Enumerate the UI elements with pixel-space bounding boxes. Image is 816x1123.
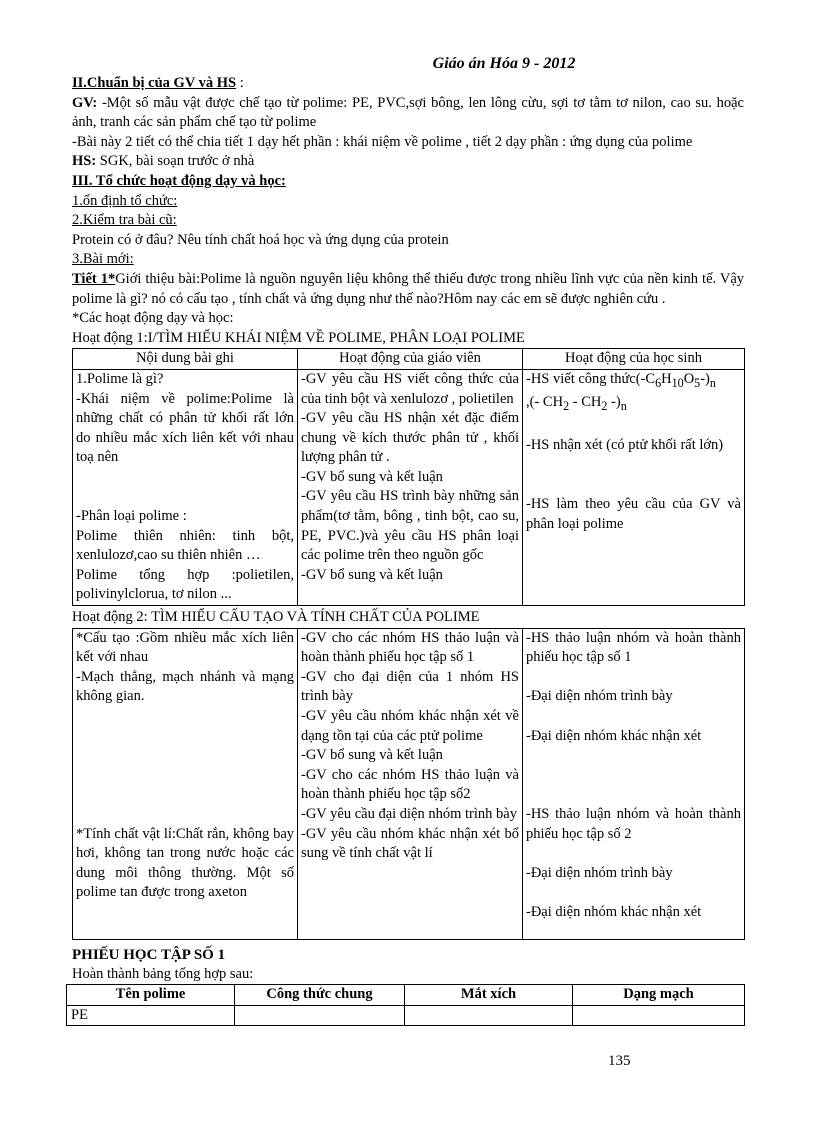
tiet-label: Tiết 1* [72, 270, 116, 287]
page-header: Giáo án Hóa 9 - 2012 [432, 55, 576, 72]
content-text: 1.Polime là gì? [76, 370, 164, 387]
activity1-title: Hoạt động 1:I/TÌM HIỂU KHÁI NIỆM VỀ POLIME, PHÂN LOẠI POLIME [72, 329, 525, 346]
student-formula [526, 370, 741, 417]
teacher-text: -GV cho các nhóm HS thảo luận và hoàn thành phiếu học tập số 1 [301, 629, 519, 666]
formula-part: -) [700, 370, 710, 387]
section2-title: II.Chuẩn bị của GV và HS [72, 75, 237, 91]
table-cell [405, 1005, 573, 1026]
formula-sub: n [709, 375, 716, 390]
teacher-text: -GV cho đại diện của 1 nhóm HS trình bày [301, 668, 519, 705]
activity2-body-row [73, 628, 745, 939]
column-header: Dạng mạch [573, 985, 745, 1006]
teacher-text: -GV bổ sung và kết luận [301, 566, 443, 583]
table-cell [573, 1005, 745, 1026]
hs-label: HS: [72, 153, 97, 170]
student-text: -HS nhận xét (có ptử khối rất lớn) [526, 437, 724, 454]
activities-intro: *Các hoạt động dạy và học: [72, 310, 234, 327]
content-text: *Cấu tạo :Gồm nhiều mắc xích liên kết với nhau [76, 629, 294, 666]
teacher-text: -GV yêu cầu HS nhận xét đặc điểm chung về kích thước phân tử , khối lượng phân tử . [301, 410, 519, 466]
review-question: Protein có ở đâu? Nêu tính chất hoá học và ứng dụng của protein [72, 231, 449, 248]
content-text: Polime thiên nhiên: tinh bột, xenlulozơ,cao su thiên nhiên … [76, 527, 294, 564]
teacher-text: -GV bổ sung và kết luận [301, 468, 443, 485]
activity1-header-row [73, 349, 745, 370]
formula-part: H [661, 370, 672, 387]
formula-sub: 6 [655, 375, 662, 390]
formula-part: - CH [569, 394, 602, 411]
student-text: -Đại diện nhóm khác nhận xét [526, 727, 702, 744]
student-cell [523, 628, 745, 939]
teacher-text: -GV yêu cầu nhóm khác nhận xét về dạng tồn tại của các ptử polime [301, 708, 519, 744]
content-text: Polime tổng hợp :polietilen, polivinylclorua, tơ nilon ... [76, 566, 294, 603]
lesson-intro [72, 270, 744, 309]
column-header: Tên polime [67, 985, 235, 1006]
content-text: -Khái niệm về polime:Polime là những chất có phân tử khối rất lớn do nhiều mắc xích liên kết với nhau toạ nên [76, 390, 294, 466]
content-text: -Phân loại polime : [76, 508, 187, 525]
formula-sub: 2 [601, 399, 608, 414]
teacher-text: -GV yêu cầu nhóm khác nhận xét bổ sung về tính chất vật lí [301, 825, 519, 862]
table-cell: PE [67, 1005, 235, 1026]
step1-title: 1.ổn định tổ chức: [72, 192, 178, 209]
section2-title-line [72, 74, 744, 94]
page-number: 135 [608, 1053, 631, 1069]
formula-sub: n [620, 399, 627, 414]
table-cell [235, 1005, 405, 1026]
content-text: *Tính chất vật lí:Chất rắn, không bay hơi, không tan trong nước hoặc các dung môi thông thường. Một số polime tan được trong axeton [76, 825, 294, 901]
column-header: Hoạt động của học sinh [523, 349, 745, 370]
column-header: Công thức chung [235, 985, 405, 1006]
student-text: -HS thảo luận nhóm và hoàn thành phiếu học tập số 2 [526, 805, 741, 842]
content-cell [73, 369, 298, 605]
formula-part: -HS viết công thức(-C [526, 370, 656, 387]
activity2-title: Hoạt động 2: TÌM HIỂU CẤU TẠO VÀ TÍNH CHẤT CỦA POLIME [72, 609, 480, 626]
gv-text: -Một số mẫu vật được chế tạo từ polime: PE, PVC,sợi bông, len lông cừu, sợi tơ tằm tơ nilon, cao su. hoặc ảnh, tranh các sản phẩm chế tạo từ polime [72, 94, 744, 131]
activity1-body-row [73, 369, 745, 605]
worksheet-title: PHIẾU HỌC TẬP SỐ 1 [72, 946, 226, 963]
student-text: -HS làm theo yêu cầu của GV và phân loại polime [526, 496, 741, 532]
tiet-text: Giới thiệu bài:Polime là nguồn nguyên liệu không thể thiếu được trong nhiều lĩnh vực của nền kinh tế. Vậy polime là gì? nó có cấu tạo , tính chất và ứng dụng như thế nào?Hôm nay các em sẽ được nghiên cứu . [72, 270, 745, 307]
teacher-cell [298, 369, 523, 605]
student-text: -Đại diện nhóm khác nhận xét [526, 903, 702, 920]
teacher-text: -GV yêu cầu đại diện nhóm trình bày [301, 805, 517, 822]
formula-part: O [683, 370, 695, 387]
formula-sub: 2 [563, 399, 570, 414]
worksheet-header-row [67, 985, 745, 1006]
formula-part: ,(- CH [526, 394, 564, 411]
gv-label: GV: [72, 94, 98, 111]
student-text: -Đại diện nhóm trình bày [526, 864, 673, 881]
step3-title: 3.Bài mới: [72, 251, 134, 268]
teacher-text: -GV yêu cầu HS viết công thức của của tinh bột và xenlulozơ , polietilen [301, 370, 519, 407]
content-text: -Mạch thẳng, mạch nhánh và mạng không gian. [76, 668, 294, 705]
column-header: Hoạt động của giáo viên [298, 349, 523, 370]
formula-part: -) [607, 394, 621, 411]
column-header: Nội dung bài ghi [73, 349, 298, 370]
content-cell [73, 628, 298, 939]
hs-text: SGK, bài soạn trước ở nhà [96, 153, 255, 170]
section2-title-suffix: : [236, 75, 244, 91]
column-header: Mắt xích [405, 985, 573, 1006]
section3-title: III. Tổ chức hoạt động dạy và học: [72, 172, 286, 189]
teacher-text: -GV yêu cầu HS trình bày những sản phẩm(tơ tằm, bông , tinh bột, cao su, PE, PVC.)và yêu cầu HS phân loại các polime trên theo nguồn gốc [301, 488, 519, 564]
table-row [67, 1005, 745, 1026]
student-text: -HS thảo luận nhóm và hoàn thành phiếu học tập số 1 [526, 629, 741, 666]
gv-preparation [72, 94, 744, 133]
hs-preparation [72, 152, 744, 172]
activity1-table [72, 348, 745, 606]
student-cell [523, 369, 745, 605]
step2-title: 2.Kiểm tra bài cũ: [72, 212, 177, 229]
teacher-text: -GV cho các nhóm HS thảo luận và hoàn thành phiếu học tập số2 [301, 766, 519, 803]
student-text: -Đại diện nhóm trình bày [526, 688, 673, 705]
worksheet-instruction: Hoàn thành bảng tổng hợp sau: [72, 965, 254, 982]
formula-sub: 5 [694, 375, 701, 390]
teacher-cell [298, 628, 523, 939]
gv-note: -Bài này 2 tiết có thể chia tiết 1 dạy hết phần : khái niệm về polime , tiết 2 dạy phần : ứng dụng của polime [72, 133, 693, 150]
activity2-table [72, 628, 745, 940]
worksheet-table [66, 984, 745, 1026]
teacher-text: -GV bổ sung và kết luận [301, 747, 443, 764]
formula-sub: 10 [671, 375, 684, 390]
document-body [72, 74, 744, 1026]
